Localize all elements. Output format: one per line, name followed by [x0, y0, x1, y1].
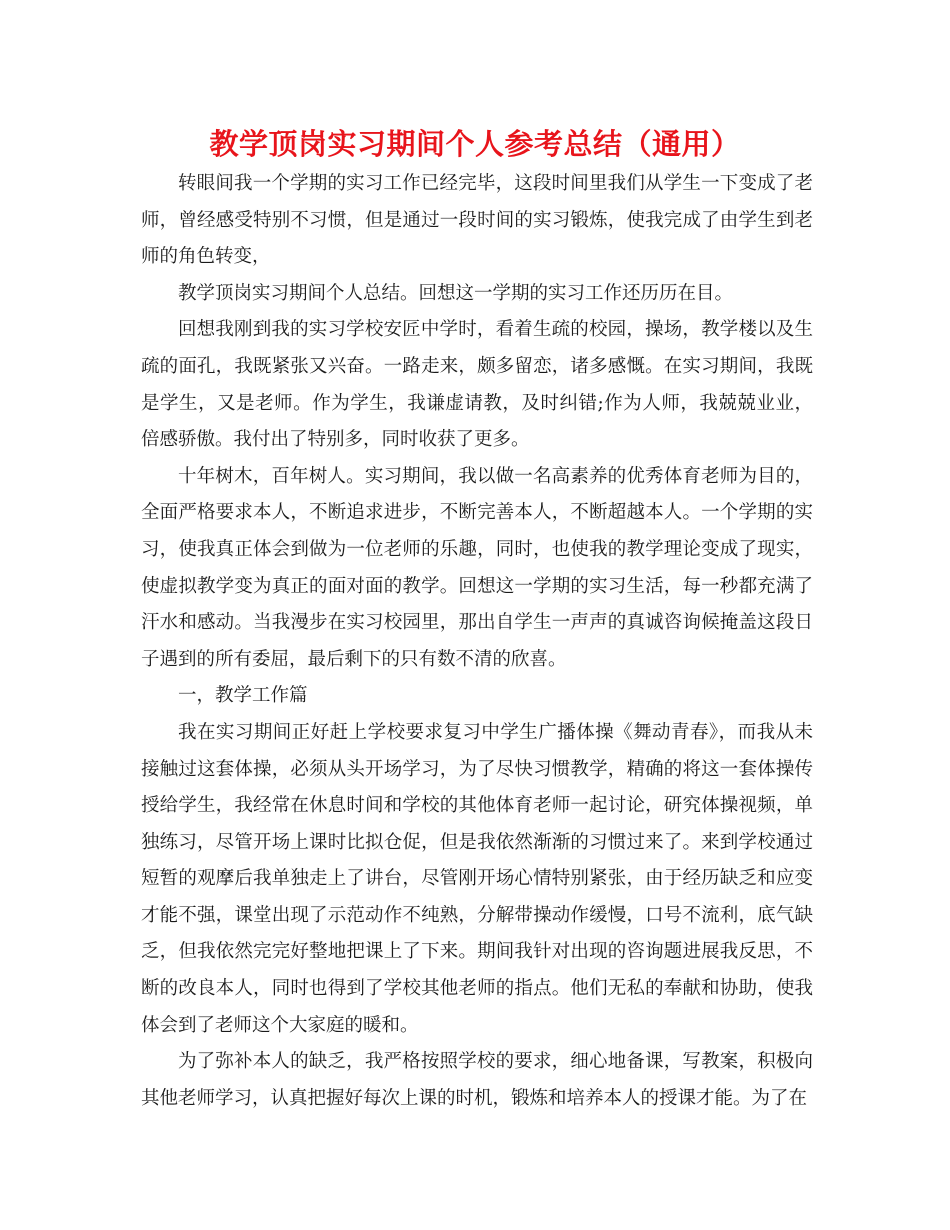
paragraph: 为了弥补本人的缺乏，我严格按照学校的要求，细心地备课，写教案，积极向其他老师学习，认真把握好每次上课的时机，锻炼和培养本人的授课才能。为了在 [141, 1051, 813, 1109]
paragraph: 教学顶岗实习期间个人总结。回想这一学期的实习工作还历历在目。 [178, 282, 734, 304]
document-body [141, 166, 813, 1117]
paragraph: 十年树木，百年树人。实习期间，我以做一名高素养的优秀体育老师为目的，全面严格要求本人，不断追求进步，不断完善本人，不断超越本人。一个学期的实习，使我真正体会到做为一位老师的乐趣，同时，也使我的教学理论变成了现实，使虚拟教学变为真正的面对面的教学。回想这一学期的实习生活，每一秒都充满了汗水和感动。当我漫步在实习校园里，那出自学生一声声的真诚咨询候掩盖这段日子遇到的所有委屈，最后剩下的只有数不清的欣喜。 [141, 465, 813, 670]
paragraph: 回想我刚到我的实习学校安匠中学时，看着生疏的校园，操场，教学楼以及生疏的面孔，我既紧张又兴奋。一路走来，颇多留恋，诸多感慨。在实习期间，我既是学生，又是老师。作为学生，我谦虚请教，及时纠错;作为人师，我兢兢业业，倍感骄傲。我付出了特别多，同时收获了更多。 [141, 319, 813, 451]
section-heading: 一，教学工作篇 [178, 685, 308, 707]
paragraph: 转眼间我一个学期的实习工作已经完毕，这段时间里我们从学生一下变成了老师，曾经感受特别不习惯，但是通过一段时间的实习锻炼，使我完成了由学生到老师的角色转变， [141, 173, 813, 268]
paragraph: 我在实习期间正好赶上学校要求复习中学生广播体操《舞动青春》，而我从未接触过这套体操，必须从头开场学习，为了尽快习惯教学，精确的将这一套体操传授给学生，我经常在休息时间和学校的其他体育老师一起讨论，研究体操视频，单独练习，尽管开场上课时比拟仓促，但是我依然渐渐的习惯过来了。来到学校通过短暂的观摩后我单独走上了讲台，尽管刚开场心情特别紧张，由于经历缺乏和应变才能不强，课堂出现了示范动作不纯熟，分解带操动作缓慢，口号不流利，底气缺乏，但我依然完完好整地把课上了下来。期间我针对出现的咨询题进展我反思，不断的改良本人，同时也得到了学校其他老师的指点。他们无私的奉献和协助，使我体会到了老师这个大家庭的暖和。 [141, 721, 813, 1036]
document-title: 教学顶岗实习期间个人参考总结（通用） [209, 127, 741, 161]
